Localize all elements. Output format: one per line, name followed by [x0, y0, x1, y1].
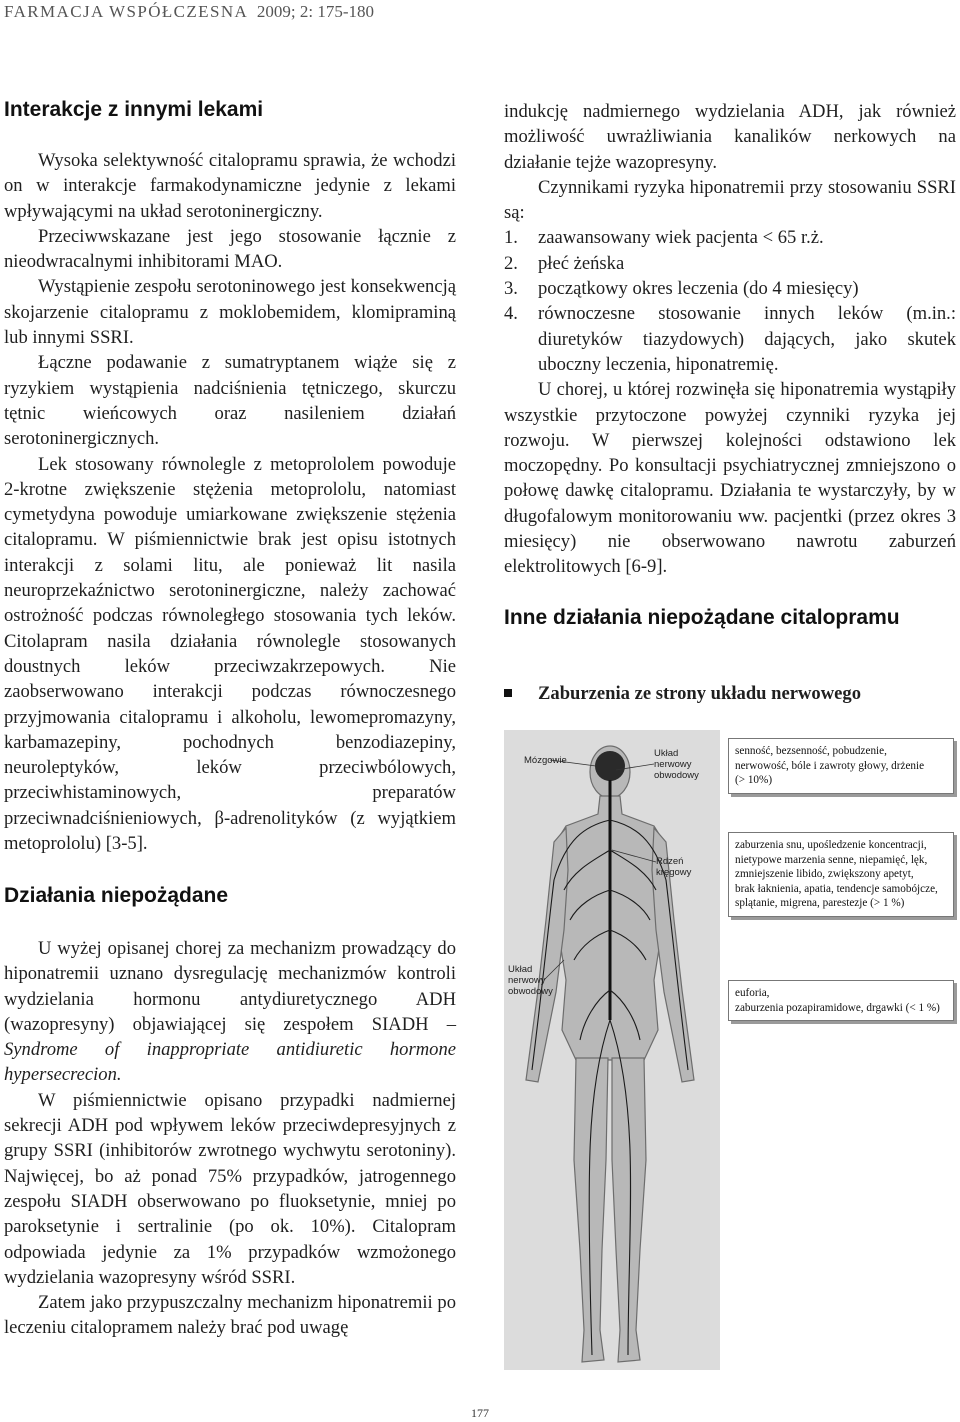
box-line: (> 10%) [735, 774, 773, 787]
paragraph: Wystąpienie zespołu serotoninowego jest konsekwencją skojarzenie citalopramu z moklobemidem, klomipraminą lub innymi SSRI. [4, 276, 456, 349]
brain-shape [595, 751, 625, 781]
list-item [504, 251, 956, 276]
bullet-heading [504, 683, 861, 705]
label-brain: Mózgowie [524, 755, 567, 766]
side-effects-box-rare [728, 980, 954, 1021]
list-text: zaawansowany wiek pacjenta < 65 r.ż. [538, 227, 824, 249]
square-bullet-icon [504, 689, 512, 697]
paragraph: indukcję nadmiernego wydzielania ADH, jak również możliwość uwrażliwiania kanalików nerkowych na działanie tejże wazopresyny. [504, 101, 956, 173]
box-line: euforia, [735, 987, 770, 999]
box-line: nietypowe marzenia senne, niepamięć, lęk, [735, 853, 928, 866]
paragraph: Przeciwwskazane jest jego stosowanie łącznie z nieodwracalnymi inhibitorami MAO. [4, 225, 456, 273]
right-column-text [504, 99, 956, 580]
page-number: 177 [471, 1406, 489, 1420]
box-line: zaburzenia snu, upośledzenie koncentracji, [735, 839, 927, 851]
paragraph: Czynnikami ryzyka hiponatremii przy stosowaniu SSRI są: [504, 176, 956, 224]
paragraph: Zatem jako przypuszczalny mechanizm hiponatremii po leczeniu citalopramem należy brać pod uwagę [4, 1292, 456, 1339]
box-line: senność, bezsenność, pobudzenie, [735, 745, 887, 757]
paragraph: U chorej, u której rozwinęła się hiponatremia wystąpiły wszystkie przytoczone powyżej czynniki ryzyka jej rozwoju. W pierwszej kolejności odstawiono lek moczopędny. Po konsultacji psychiatrycznej zmniejszono o połowę dawkę citalopramu. Działania te wystarczyły, by w długofalowym monitorowaniu ww. pacjentki (przez okres 3 miesięcy) nie obserwowano nawrotu zaburzeń elektrolitowych [6-9]. [504, 379, 956, 578]
list-item [504, 301, 956, 377]
journal-header [4, 2, 374, 22]
journal-citation: 2009; 2: 175-180 [256, 2, 374, 21]
list-text: równoczesne stosowanie innych leków (m.in.: diuretyków tiazydowych) dających, jako skutek uboczny leczenia, hiponatremię. [538, 303, 956, 375]
box-line: splątanie, migrena, parestezje (> 1 %) [735, 897, 905, 910]
box-line: nerwowość, bóle i zawroty głowy, drżenie [735, 759, 925, 772]
section-heading-other-effects: Inne działania niepożądane citalopramu [504, 606, 900, 629]
section-heading-interactions: Interakcje z innymi lekami [4, 98, 264, 121]
label-spinal-cord: Rdzeń kręgowy [656, 856, 692, 878]
list-item [504, 225, 956, 250]
list-number: 3. [504, 278, 518, 300]
paragraph: Wysoka selektywność citalopramu sprawia, że wchodzi on w interakcje farmakodynamiczne jedynie z lekami wpływającymi na układ serotoninergiczny. [4, 150, 456, 222]
siadh-expansion: Syndrome of inappropriate antidiuretic hormone hypersecrecion. [4, 1039, 456, 1086]
left-column-text-1 [4, 148, 456, 856]
journal-name: FARMACJA WSPÓŁCZESNA [4, 2, 248, 21]
box-line: zaburzenia pozapiramidowe, drgawki (< 1 %) [735, 1001, 940, 1014]
box-line: zmniejszenie libido, zwiększony apetyt, [735, 868, 914, 881]
risk-factor-list [504, 225, 956, 377]
label-peripheral-nervous-system: Układ nerwowy obwodowy [508, 964, 553, 997]
list-number: 4. [504, 303, 518, 325]
list-text: płeć żeńska [538, 252, 625, 274]
side-effects-box-frequent [728, 832, 954, 917]
nervous-system-figure [504, 730, 956, 1370]
paragraph: W piśmiennictwie opisano przypadki nadmiernej sekrecji ADH pod wpływem leków przeciwdepresyjnych z grupy SSRI (inhibitorów zwrotnego wychwytu serotoniny). Najwięcej, bo aż ponad 75% przypadków, jatrogennego zespołu SIADH obserwowano po fluoksetynie, mniej po paroksetynie i sertralinie (po ok. 10%). Citalopram odpowiada jedynie za 1% przypadków wzmożonego wydzielania wazopresyny wśród SSRI. [4, 1089, 456, 1288]
paragraph [4, 936, 456, 1088]
side-effects-box-common [728, 738, 954, 794]
box-line: brak łaknienia, apatia, tendencje samobójcze, [735, 882, 938, 895]
list-text: początkowy okres leczenia (do 4 miesięcy) [538, 278, 859, 300]
paragraph: Łączne podawanie z sumatryptanem wiąże się z ryzykiem wystąpienia nadciśnienia tętniczego, skurczu tętnic wieńcowych oraz nasileniem działań serotoninergicznych. [4, 352, 456, 450]
human-nervous-system-illustration [504, 730, 720, 1370]
left-column-text-2 [4, 936, 456, 1341]
list-number: 2. [504, 252, 518, 274]
list-item [504, 276, 956, 301]
list-number: 1. [504, 227, 518, 249]
paragraph-text: U wyżej opisanej chorej za mechanizm prowadzący do hiponatremii uznano dysregulację mechanizmów kontroli wydzielania hormonu antydiuretycznego ADH (wazopresyny) objawiającej się zespołem SIADH – [4, 938, 456, 1035]
right-leg-shape [612, 1058, 646, 1362]
bullet-heading-text: Zaburzenia ze strony układu nerwowego [538, 683, 861, 704]
label-nervous-system: Układ nerwowy obwodowy [654, 748, 699, 781]
section-heading-adverse-effects: Działania niepożądane [4, 884, 229, 907]
paragraph: Lek stosowany równolegle z metoprololem powoduje 2-krotne zwiększenie stężenia metoprololu, natomiast cymetydyna powoduje umiarkowane zwiększenie stężenia citalopramu. W piśmiennictwie brak jest opisu istotnych interakcji z solami litu, ale ponieważ lit nasila neuroprzekaźnictwo serotoninergiczne, należy zachować ostrożność podczas równoległego stosowania tych leków. Citolapram nasila działania równolegle stosowanych doustnych leków przeciwzakrzepowych. Nie zaobserwowano interakcji podczas równoczesnego przyjmowania citalopramu i alkoholu, lewomepromazyny, karbamazepiny, pochodnych benzodiazepiny, neuroleptyków, leków przeciwbólowych, przeciwhistaminowych, preparatów przeciwnadciśnieniowych, β-adrenolityków (z wyjątkiem metoprololu) [3-5]. [4, 453, 456, 855]
